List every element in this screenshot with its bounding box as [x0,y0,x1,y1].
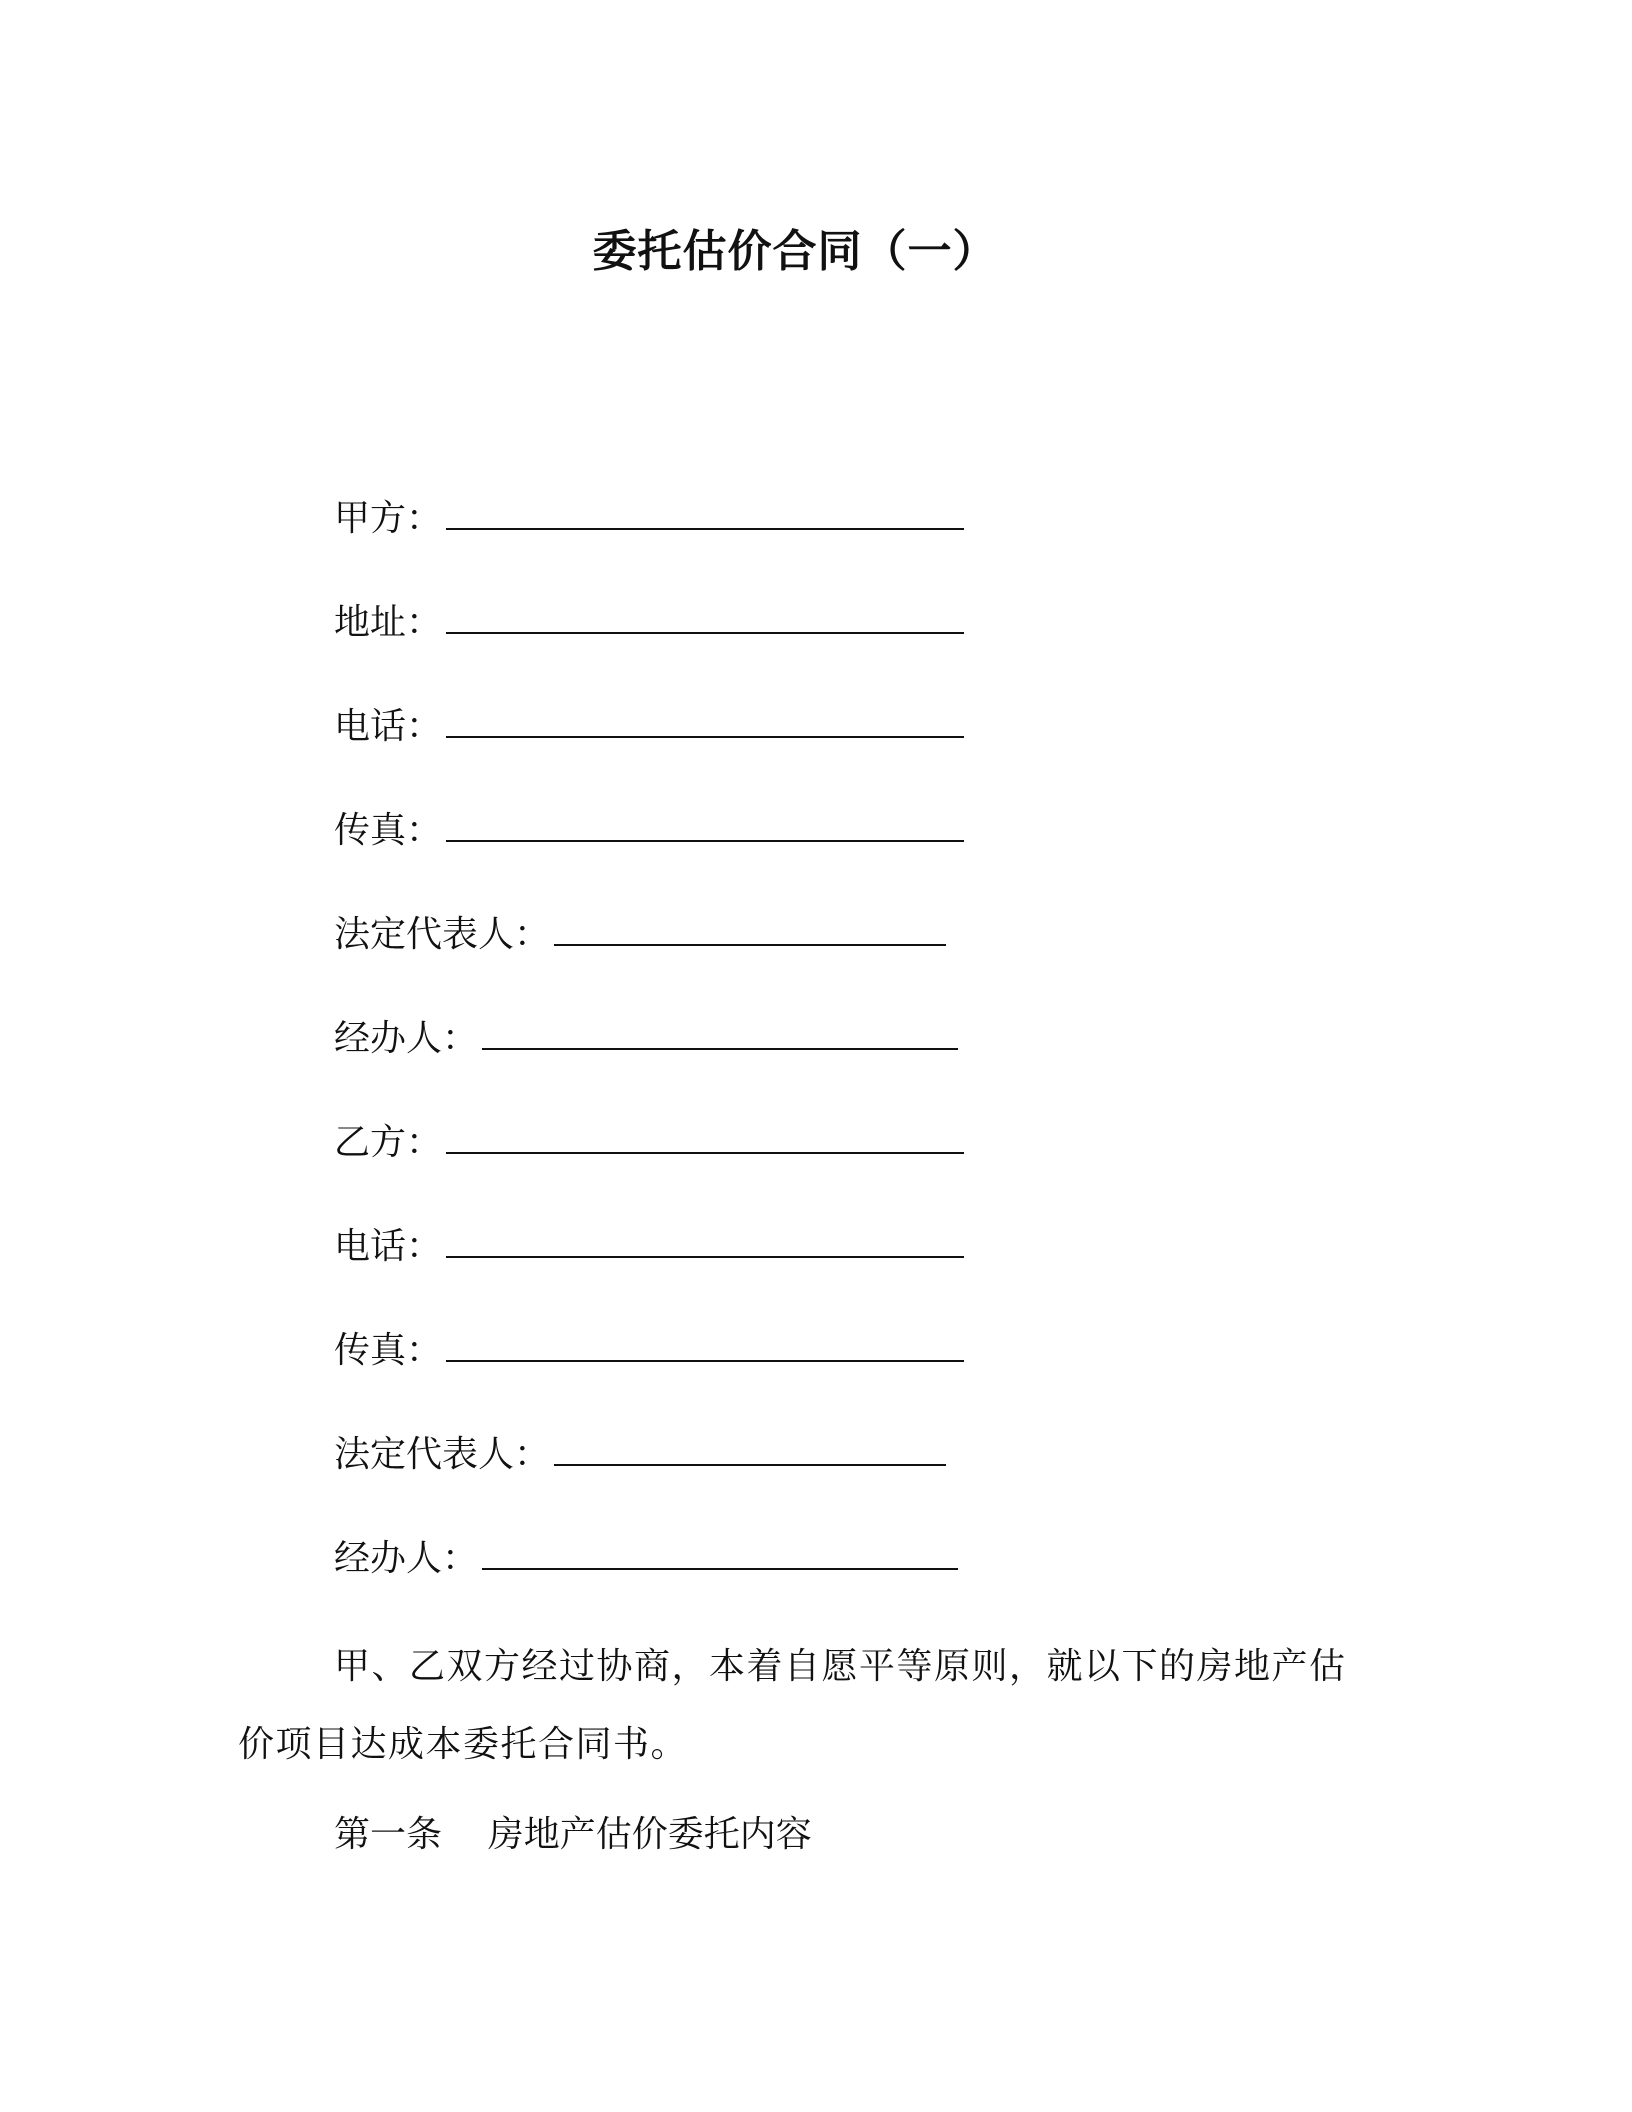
article-1-heading [334,1808,812,1862]
party-b-fax-row [334,1324,1234,1428]
party-b-phone-label: 电话： [334,1226,443,1267]
party-a-phone-label: 电话： [334,706,443,747]
party-a-fax-blank[interactable] [446,804,964,842]
party-b-agent-blank[interactable] [482,1532,958,1570]
party-a-phone-row [334,700,1234,804]
party-a-name-row [334,492,1234,596]
party-a-address-row [334,596,1234,700]
party-a-address-blank[interactable] [446,596,964,634]
party-b-phone-blank[interactable] [446,1220,964,1258]
party-a-fax-row [334,804,1234,908]
contract-party-fields [334,492,1234,1636]
party-b-phone-row [334,1220,1234,1324]
party-a-address-label: 地址： [334,602,443,643]
party-a-legal-rep-label: 法定代表人： [334,914,551,955]
party-b-legal-rep-row [334,1428,1234,1532]
party-a-fax-label: 传真： [334,810,443,851]
document-title: 委托估价合同（一） [592,226,998,277]
party-a-phone-blank[interactable] [446,700,964,738]
party-a-legal-rep-blank[interactable] [554,908,946,946]
party-b-name-blank[interactable] [446,1116,964,1154]
party-a-name-label: 甲方： [334,498,443,539]
article-1-number: 第一条 [334,1814,443,1855]
intro-paragraph: 甲、乙双方经过协商，本着自愿平等原则，就以下的房地产估价项目达成本委托合同书。 [238,1646,1347,1765]
party-b-fax-blank[interactable] [446,1324,964,1362]
party-a-agent-blank[interactable] [482,1012,958,1050]
party-b-legal-rep-label: 法定代表人： [334,1434,551,1475]
party-b-legal-rep-blank[interactable] [554,1428,946,1466]
party-b-name-label: 乙方： [334,1122,443,1163]
party-a-legal-rep-row [334,908,1234,1012]
party-a-agent-label: 经办人： [334,1018,479,1059]
party-a-agent-row [334,1012,1234,1116]
party-b-name-row [334,1116,1234,1220]
party-a-name-blank[interactable] [446,492,964,530]
article-1-title: 房地产估价委托内容 [487,1814,812,1855]
party-b-agent-label: 经办人： [334,1538,479,1579]
party-b-agent-row [334,1532,1234,1636]
party-b-fax-label: 传真： [334,1330,443,1371]
